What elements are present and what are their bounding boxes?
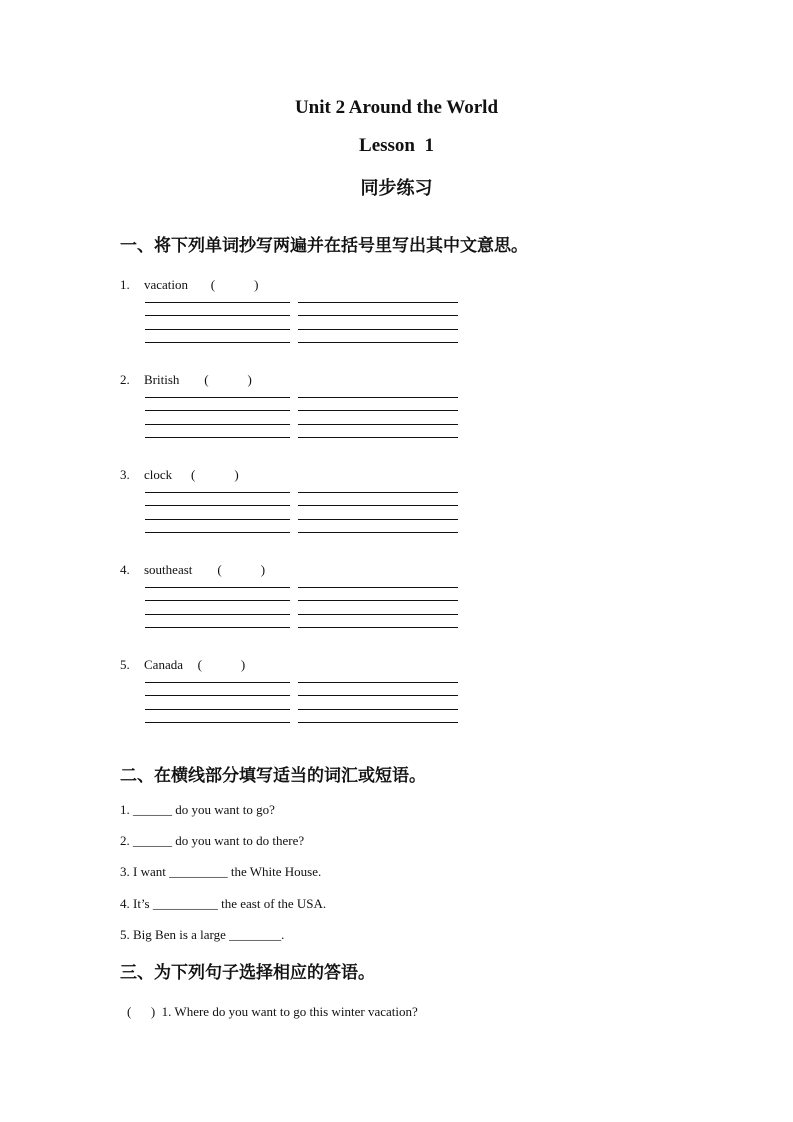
word-paren: ( ) — [210, 277, 259, 292]
copy-line[interactable] — [298, 315, 458, 316]
page-title: Unit 2 Around the World — [294, 97, 499, 118]
word-num: 1. — [120, 277, 130, 292]
copy-line[interactable] — [298, 722, 458, 723]
copy-line[interactable] — [145, 600, 290, 601]
word-word: clock — [144, 467, 173, 482]
copy-line[interactable] — [145, 342, 290, 343]
question-1: ( ) 1. Where do you want to go this winter vacation? — [127, 1004, 418, 1019]
word-paren: ( ) — [197, 657, 246, 672]
copy-line[interactable] — [145, 587, 290, 588]
copy-line[interactable] — [145, 437, 290, 438]
copy-line[interactable] — [298, 587, 458, 588]
copy-line[interactable] — [298, 519, 458, 520]
fill-sentence: 4. It’s __________ the east of the USA. — [120, 895, 327, 911]
lesson-title: Lesson 1 — [359, 135, 434, 156]
copy-line[interactable] — [298, 437, 458, 438]
subtitle: 同步练习 — [360, 178, 433, 199]
fill-sentence: 5. Big Ben is a large ________. — [120, 926, 285, 942]
word-word: vacation — [144, 277, 189, 292]
copy-line[interactable] — [145, 329, 290, 330]
word-paren: ( ) — [217, 562, 266, 577]
copy-line[interactable] — [298, 600, 458, 601]
copy-line[interactable] — [145, 424, 290, 425]
copy-line[interactable] — [145, 614, 290, 615]
copy-line[interactable] — [298, 532, 458, 533]
copy-line[interactable] — [298, 302, 458, 303]
word-word: British — [144, 372, 180, 387]
word-word: Canada — [144, 657, 183, 672]
word-num: 4. — [120, 562, 130, 577]
copy-line[interactable] — [298, 492, 458, 493]
copy-line[interactable] — [145, 695, 290, 696]
copy-line[interactable] — [145, 709, 290, 710]
copy-line[interactable] — [145, 492, 290, 493]
copy-line[interactable] — [145, 302, 290, 303]
word-num: 3. — [120, 467, 130, 482]
copy-line[interactable] — [145, 519, 290, 520]
section3-heading: 三、为下列句子选择相应的答语。 — [120, 963, 375, 983]
copy-line[interactable] — [298, 424, 458, 425]
word-num: 2. — [120, 372, 130, 387]
fill-sentence: 2. ______ do you want to do there? — [120, 833, 305, 849]
fill-sentence: 1. ______ do you want to go? — [120, 802, 275, 817]
copy-line[interactable] — [298, 709, 458, 710]
copy-line[interactable] — [298, 682, 458, 683]
section2-heading: 二、在横线部分填写适当的词汇或短语。 — [120, 766, 426, 786]
copy-line[interactable] — [145, 410, 290, 411]
copy-line[interactable] — [145, 532, 290, 533]
copy-line[interactable] — [298, 614, 458, 615]
copy-line[interactable] — [298, 627, 458, 628]
copy-line[interactable] — [298, 695, 458, 696]
word-paren: ( ) — [204, 372, 252, 387]
copy-line[interactable] — [145, 722, 290, 723]
copy-line[interactable] — [298, 329, 458, 330]
copy-line[interactable] — [298, 505, 458, 506]
copy-line[interactable] — [145, 627, 290, 628]
word-num: 5. — [120, 657, 130, 672]
section1-heading: 一、将下列单词抄写两遍并在括号里写出其中文意思。 — [120, 236, 528, 256]
copy-line[interactable] — [145, 397, 290, 398]
word-word: southeast — [144, 562, 193, 577]
copy-line[interactable] — [145, 505, 290, 506]
copy-line[interactable] — [298, 397, 458, 398]
copy-line[interactable] — [145, 682, 290, 683]
word-paren: ( ) — [191, 467, 239, 482]
copy-line[interactable] — [298, 410, 458, 411]
copy-line[interactable] — [145, 315, 290, 316]
copy-line[interactable] — [298, 342, 458, 343]
fill-sentence: 3. I want _________ the White House. — [120, 864, 322, 880]
